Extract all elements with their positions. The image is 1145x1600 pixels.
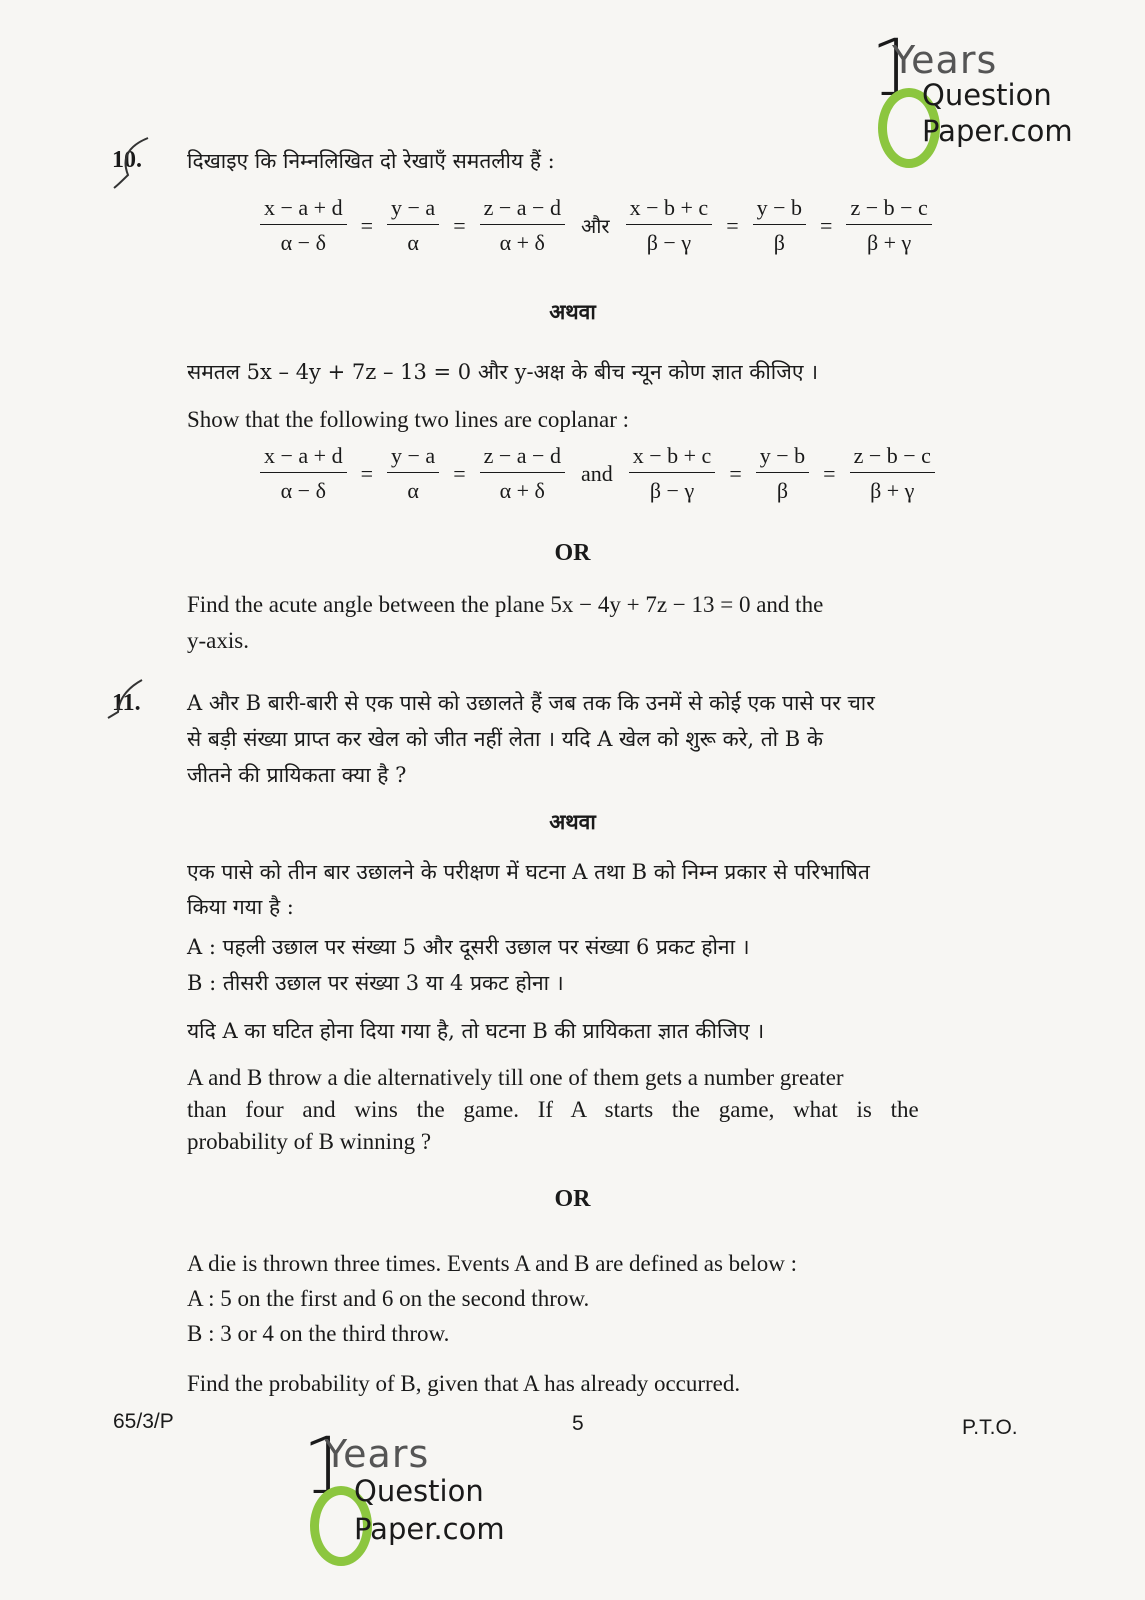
q10-english-intro: Show that the following two lines are coplanar : bbox=[187, 407, 630, 432]
question-10-number: 10. bbox=[112, 147, 142, 173]
q11-hindi-line1: A और B बारी-बारी से एक पासे को उछालते हैं जब तक कि उनमें से कोई एक पासे पर चार bbox=[187, 691, 875, 715]
question-11-number: 11. bbox=[112, 690, 141, 716]
q11-english-alt-line1: A die is thrown three times. Events A and B are defined as below : bbox=[187, 1251, 798, 1276]
q10-or-english: OR bbox=[554, 540, 591, 566]
q10-hindi-intro: दिखाइए कि निम्नलिखित दो रेखाएँ समतलीय हैं : bbox=[187, 149, 555, 173]
equals-sign: = bbox=[823, 460, 836, 486]
numerator: x − b + c bbox=[626, 195, 713, 225]
q11-english-event-a: A : 5 on the first and 6 on the second throw. bbox=[187, 1286, 590, 1311]
q11-or-english: OR bbox=[554, 1186, 591, 1212]
q11-hindi-line3: जीतने की प्रायिकता क्या है ? bbox=[187, 763, 407, 787]
fraction-3 bbox=[480, 195, 565, 256]
q11-or-hindi: अथवा bbox=[549, 809, 596, 834]
numerator: z − a − d bbox=[480, 195, 565, 225]
denominator: α − δ bbox=[280, 230, 326, 255]
q11-hindi-event-a: A : पहली उछाल पर संख्या 5 और दूसरी उछाल पर संख्या 6 प्रकट होना । bbox=[187, 935, 750, 959]
denominator: α + δ bbox=[499, 230, 545, 255]
q10-hindi-alt: समतल 5x – 4y + 7z – 13 = 0 और y-अक्ष के बीच न्यून कोण ज्ञात कीजिए । bbox=[187, 360, 819, 384]
logo-top-paper: Paper.com bbox=[922, 114, 1073, 148]
numerator: y − b bbox=[756, 443, 809, 473]
logo-top-years: Years bbox=[892, 38, 998, 82]
logo-bottom-years: Years bbox=[324, 1432, 430, 1476]
q11-english-event-b: B : 3 or 4 on the third throw. bbox=[187, 1321, 450, 1346]
q11-hindi-line2: से बड़ी संख्या प्राप्त कर खेल को जीत नहीं लेता । यदि A खेल को शुरू करे, तो B के bbox=[187, 727, 824, 751]
q10-english-alt-line2: y-axis. bbox=[187, 628, 249, 653]
equals-sign: = bbox=[360, 212, 374, 238]
numerator: z − b − c bbox=[850, 443, 935, 473]
q11-english-line1: A and B throw a die alternatively till one of them gets a number greater bbox=[187, 1065, 844, 1090]
q10-english-equation bbox=[254, 443, 941, 504]
q10-or-hindi: अथवा bbox=[549, 299, 596, 324]
denominator: β + γ bbox=[870, 478, 915, 503]
fraction-6 bbox=[850, 443, 935, 504]
numerator: z − b − c bbox=[846, 195, 931, 225]
numerator: x − b + c bbox=[629, 443, 716, 473]
q11-english-question: Find the probability of B, given that A has already occurred. bbox=[187, 1371, 741, 1396]
fraction-6 bbox=[846, 195, 931, 256]
equals-sign: = bbox=[820, 212, 833, 238]
logo-bottom-paper: Paper.com bbox=[354, 1512, 505, 1546]
logo-top-one: 1 bbox=[870, 24, 920, 114]
denominator: β + γ bbox=[866, 230, 912, 255]
q11-english-line3: probability of B winning ? bbox=[187, 1129, 432, 1154]
logo-top bbox=[870, 24, 1090, 160]
logo-bottom-question: Question bbox=[354, 1474, 484, 1508]
logo-top-question: Question bbox=[922, 78, 1052, 112]
denominator: β − γ bbox=[649, 478, 695, 503]
numerator: x − a + d bbox=[260, 443, 347, 473]
fraction-3 bbox=[480, 443, 565, 504]
q10-hindi-equation bbox=[254, 195, 938, 256]
fraction-1 bbox=[260, 443, 347, 504]
numerator: y − b bbox=[753, 195, 806, 225]
fraction-4 bbox=[626, 195, 713, 256]
pen-tick-mark bbox=[100, 672, 150, 722]
q10-english-alt-line1: Find the acute angle between the plane 5x − 4y + 7z − 13 = 0 and the bbox=[187, 592, 824, 617]
denominator: β bbox=[776, 478, 789, 503]
fraction-5 bbox=[756, 443, 809, 504]
conjunction: and bbox=[580, 460, 613, 486]
q11-hindi-alt-line2: किया गया है : bbox=[187, 895, 294, 919]
denominator: β bbox=[773, 230, 785, 255]
page-number: 5 bbox=[572, 1412, 584, 1435]
equals-sign: = bbox=[360, 460, 374, 486]
equals-sign: = bbox=[726, 212, 739, 238]
q11-english-line2: than four and wins the game. If A starts the game, what is the bbox=[187, 1097, 919, 1122]
fraction-2 bbox=[387, 443, 439, 504]
denominator: α bbox=[407, 478, 419, 503]
equals-sign: = bbox=[729, 460, 742, 486]
numerator: y − a bbox=[387, 195, 439, 225]
denominator: α − δ bbox=[280, 478, 326, 503]
equals-sign: = bbox=[453, 460, 466, 486]
fraction-1 bbox=[260, 195, 347, 256]
denominator: α bbox=[407, 230, 419, 255]
fraction-5 bbox=[753, 195, 806, 256]
fraction-2 bbox=[387, 195, 439, 256]
fraction-4 bbox=[629, 443, 716, 504]
numerator: y − a bbox=[387, 443, 439, 473]
q11-hindi-alt-line1: एक पासे को तीन बार उछालने के परीक्षण में घटना A तथा B को निम्न प्रकार से परिभाषित bbox=[187, 860, 870, 884]
pto-label: P.T.O. bbox=[962, 1416, 1018, 1439]
paper-code: 65/3/P bbox=[113, 1410, 174, 1433]
q11-hindi-question: यदि A का घटित होना दिया गया है, तो घटना B की प्रायिकता ज्ञात कीजिए । bbox=[187, 1019, 765, 1043]
logo-bottom bbox=[302, 1422, 522, 1558]
conjunction: और bbox=[580, 214, 610, 238]
denominator: α + δ bbox=[499, 478, 545, 503]
denominator: β − γ bbox=[646, 230, 692, 255]
equals-sign: = bbox=[453, 212, 466, 238]
logo-bottom-one: 1 bbox=[302, 1422, 352, 1512]
numerator: x − a + d bbox=[260, 195, 347, 225]
q11-hindi-event-b: B : तीसरी उछाल पर संख्या 3 या 4 प्रकट होना । bbox=[187, 971, 564, 995]
pen-tick-mark bbox=[108, 130, 158, 190]
numerator: z − a − d bbox=[480, 443, 565, 473]
